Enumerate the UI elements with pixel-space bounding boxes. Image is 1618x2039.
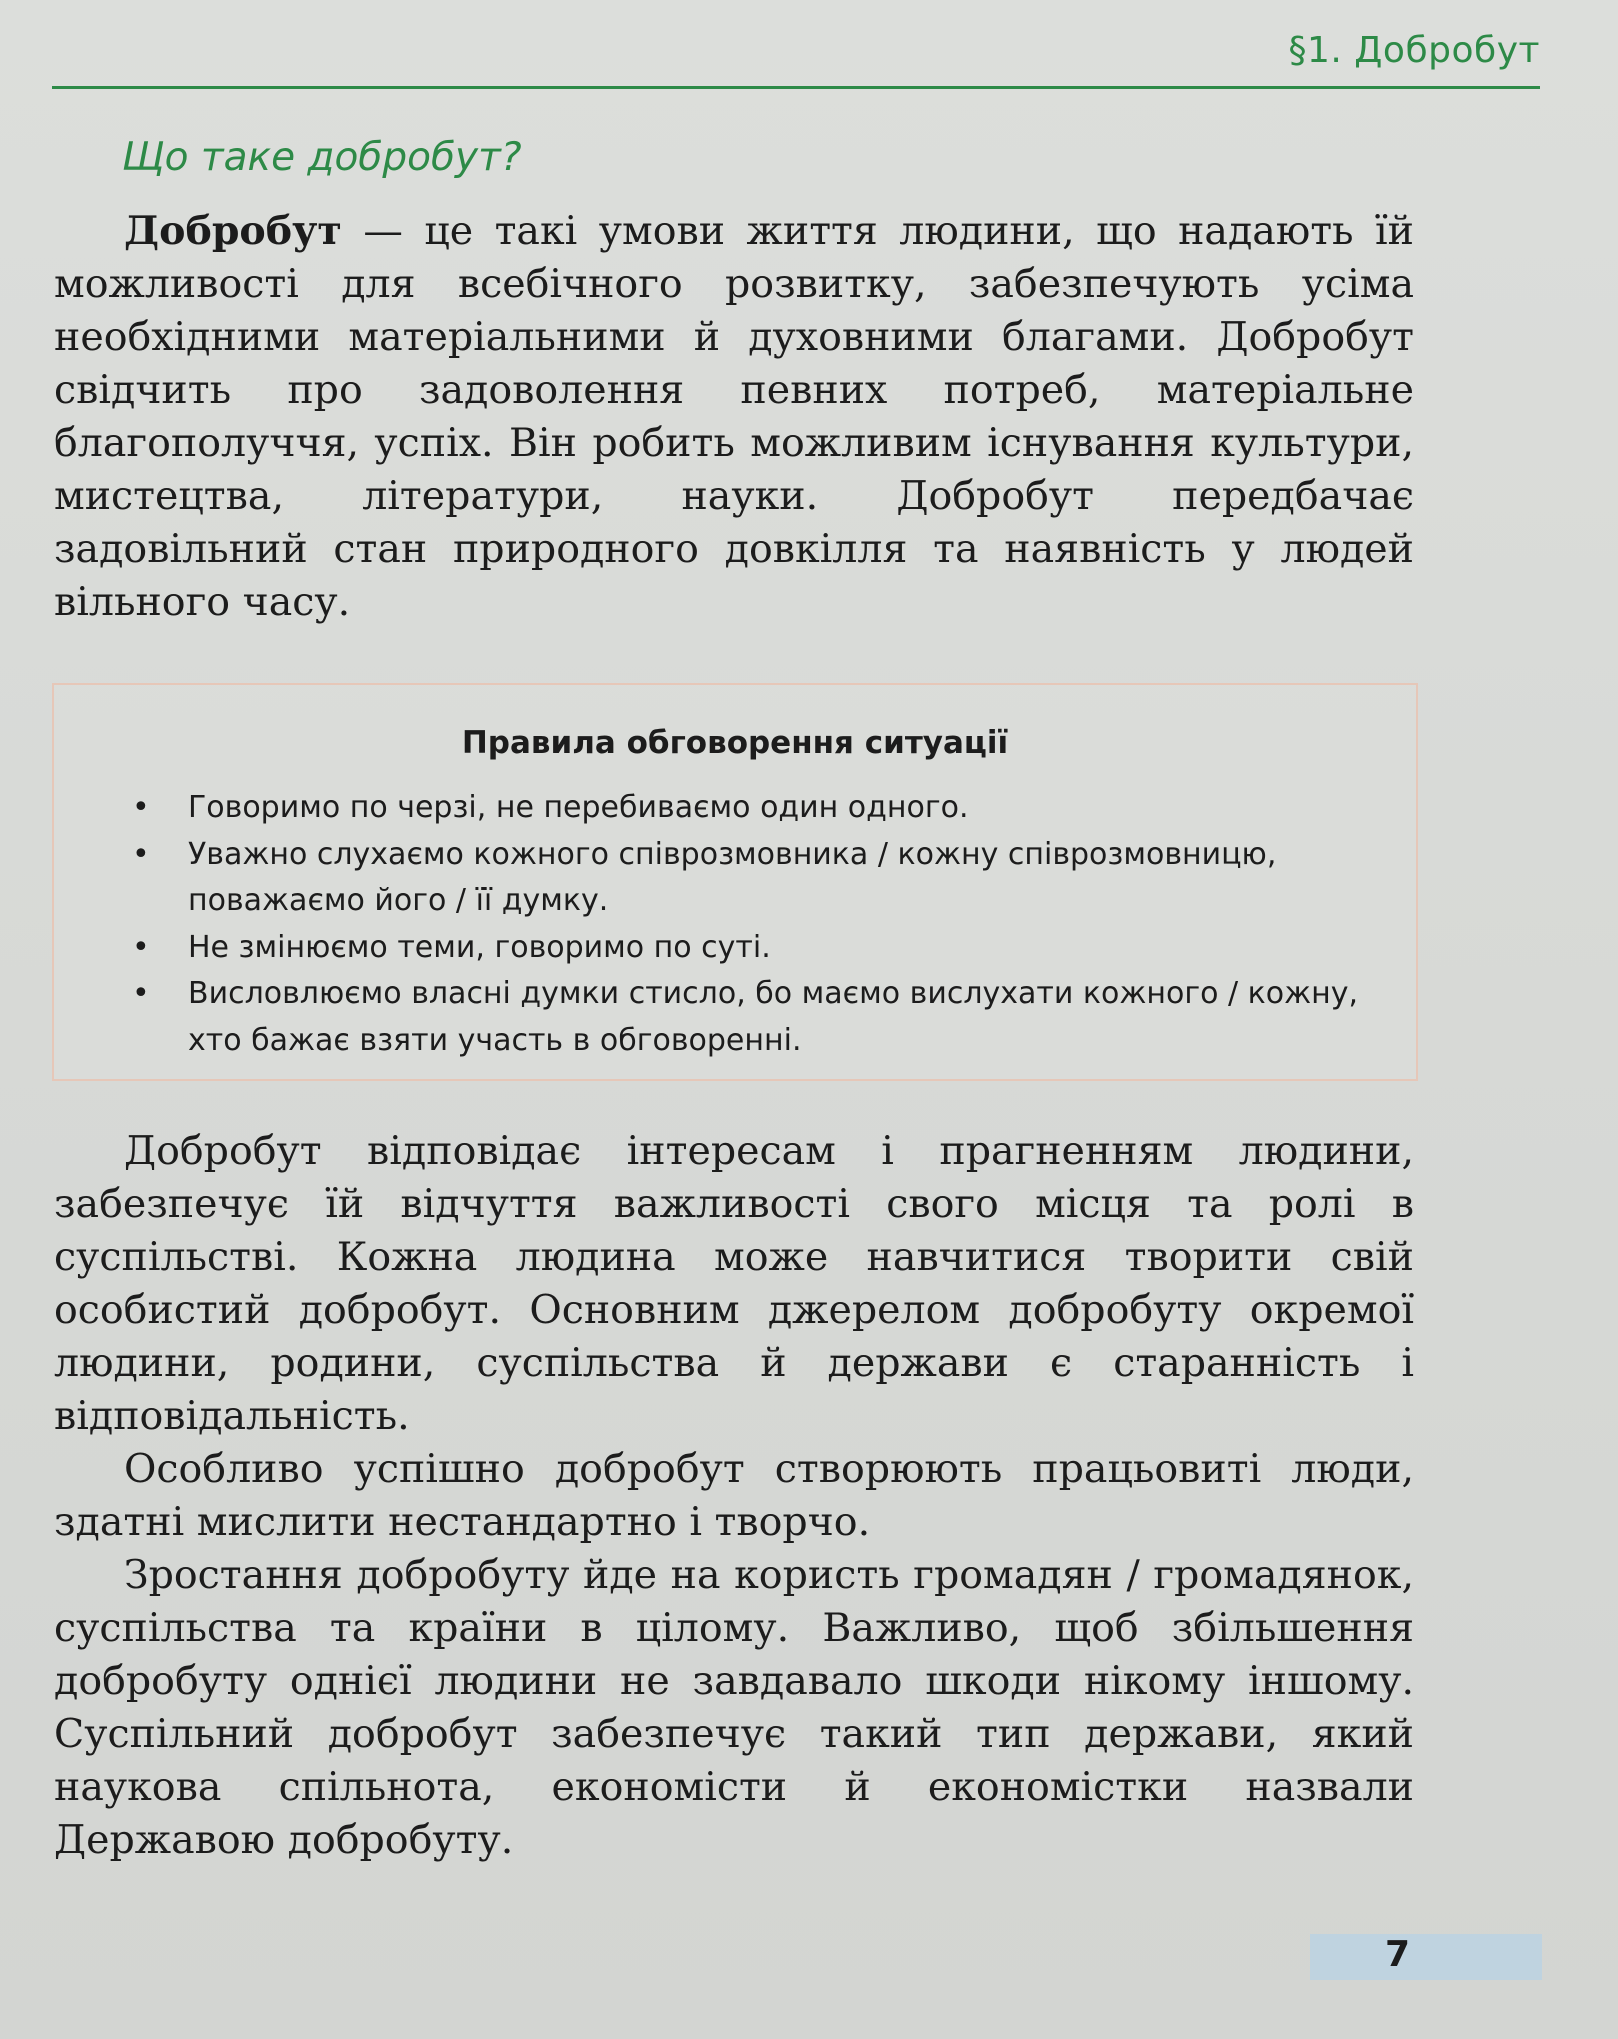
paragraph: Зростання добробуту йде на користь громадян / громадянок, суспільства та країни в цілому. Важливо, щоб збільшення добробуту однієї людини не завдавало шкоди нікому іншому. Суспільний добробут забезпечує такий тип держави, який наукова спільнота, економісти й економістки назвали Державою добробуту.: [54, 1552, 1414, 1863]
rule-text: Говоримо по черзі, не перебиваємо один одного.: [188, 790, 969, 825]
rules-list-item: [132, 785, 1362, 832]
bullet-icon: •: [132, 976, 150, 1011]
page-number-tab: [1310, 1934, 1542, 1980]
bullet-icon: •: [132, 929, 150, 965]
defined-term: Добробут: [124, 208, 342, 254]
rule-text: Не змінюємо теми, говоримо по суті.: [188, 929, 771, 965]
rules-list: [132, 785, 1362, 1064]
rules-list-item: [132, 971, 1362, 1064]
main-text-block: [54, 1125, 1414, 1867]
intro-block: [54, 205, 1414, 629]
bullet-icon: •: [132, 836, 150, 872]
bullet-icon: •: [132, 790, 150, 825]
rule-text: Уважно слухаємо кожного співрозмовника / кожну співрозмовницю, поважаємо його / її думку.: [188, 836, 1277, 918]
definition-text: — це такі умови життя людини, що надають їй можливості для всебічного розвитку, забезпечують усіма необхідними матеріальними й духовними благами. Добробут свідчить про задоволення певних потреб, матеріальне благополуччя, успіх. Він робить можливим існування культури, мистецтва, літератури, науки. Добробут передбачає задовільний стан природного довкілля та наявність у людей вільного часу.: [54, 208, 1414, 625]
rules-list-item: [132, 925, 1362, 972]
rules-box-title: Правила обговорення ситуації: [461, 725, 1009, 761]
paragraph: Добробут відповідає інтересам і прагненням людини, забезпечує їй відчуття важливості свого місця та ролі в суспільстві. Кожна людина може навчитися творити свій особистий добробут. Основним джерелом добробуту окремої людини, родини, суспільства й держави є старанність і відповідальність.: [54, 1128, 1414, 1439]
definition-paragraph: [54, 205, 1414, 629]
section-heading: Що таке добробут?: [122, 135, 522, 180]
rules-box: [52, 683, 1418, 1081]
page-number: 7: [1385, 1934, 1411, 1975]
paragraph: Особливо успішно добробут створюють працьовиті люди, здатні мислити нестандартно і творчо.: [54, 1446, 1414, 1545]
rule-text: Висловлюємо власні думки стисло, бо маємо вислухати кожного / кожну, хто бажає взяти участь в обговоренні.: [188, 976, 1359, 1058]
rules-list-item: [132, 832, 1362, 925]
running-head: §1. Добробут: [1288, 30, 1540, 71]
header-rule: [52, 86, 1540, 89]
